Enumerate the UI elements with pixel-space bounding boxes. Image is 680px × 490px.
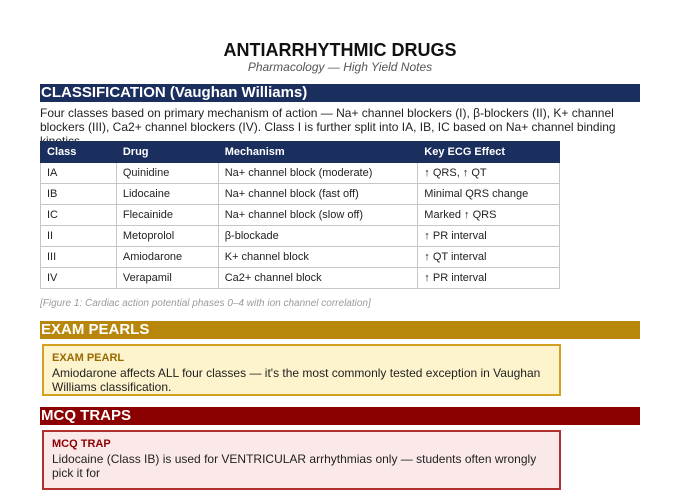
- cell-mechanism: Na+ channel block (moderate): [218, 163, 418, 184]
- cell-ecg-effect: ↑ PR interval: [418, 268, 560, 289]
- column-header-mechanism: Mechanism: [218, 142, 418, 163]
- cell-drug: Verapamil: [116, 268, 218, 289]
- cell-drug: Quinidine: [116, 163, 218, 184]
- cell-ecg-effect: Minimal QRS change: [418, 184, 560, 205]
- table-row: [41, 184, 560, 205]
- cell-mechanism: β-blockade: [218, 226, 418, 247]
- classification-heading: CLASSIFICATION (Vaughan Williams): [40, 84, 640, 102]
- cell-class: IV: [41, 268, 117, 289]
- table-row: [41, 268, 560, 289]
- table-row: [41, 226, 560, 247]
- table-row: [41, 247, 560, 268]
- table-row: [41, 205, 560, 226]
- exam-pearl-title: EXAM PEARL: [52, 352, 125, 364]
- cell-class: IB: [41, 184, 117, 205]
- cell-drug: Flecainide: [116, 205, 218, 226]
- column-header-drug: Drug: [116, 142, 218, 163]
- mcq-trap-text: Lidocaine (Class IB) is used for VENTRICULAR arrhythmias only — students often wrongly pick it for: [52, 452, 537, 480]
- cell-class: IC: [41, 205, 117, 226]
- document-title: ANTIARRHYTHMIC DRUGS: [223, 40, 457, 60]
- mcq-traps-heading: MCQ TRAPS: [40, 407, 640, 425]
- cell-drug: Lidocaine: [116, 184, 218, 205]
- cell-mechanism: Na+ channel block (fast off): [218, 184, 418, 205]
- cell-ecg-effect: ↑ PR interval: [418, 226, 560, 247]
- cell-ecg-effect: ↑ QT interval: [418, 247, 560, 268]
- document-subtitle: Pharmacology — High Yield Notes: [247, 60, 433, 74]
- cell-ecg-effect: ↑ QRS, ↑ QT: [418, 163, 560, 184]
- cell-ecg-effect: Marked ↑ QRS: [418, 205, 560, 226]
- cell-drug: Amiodarone: [116, 247, 218, 268]
- mcq-trap-callout: [42, 430, 561, 490]
- cell-class: III: [41, 247, 117, 268]
- cell-mechanism: Ca2+ channel block: [218, 268, 418, 289]
- table-header-row: [41, 142, 560, 163]
- column-header-class: Class: [41, 142, 117, 163]
- exam-pearl-callout: [42, 344, 561, 396]
- cell-class: II: [41, 226, 117, 247]
- classification-table: [40, 141, 560, 289]
- exam-pearl-text: Amiodarone affects ALL four classes — it's the most commonly tested exception in Vaughan Williams classification.: [52, 366, 541, 394]
- figure-caption: [Figure 1: Cardiac action potential phases 0–4 with ion channel correlation]: [40, 298, 371, 309]
- classification-intro: Four classes based on primary mechanism of action — Na+ channel blockers (I), β-blockers (II), K+ channel blockers (III), Ca2+ channel blockers (IV). Class I is further split into IA, IB, IC based on Na+ channel binding: [40, 106, 616, 134]
- mcq-trap-title: MCQ TRAP: [52, 438, 111, 450]
- exam-pearls-heading: EXAM PEARLS: [40, 321, 640, 339]
- cell-class: IA: [41, 163, 117, 184]
- cell-mechanism: Na+ channel block (slow off): [218, 205, 418, 226]
- table-row: [41, 163, 560, 184]
- cell-mechanism: K+ channel block: [218, 247, 418, 268]
- column-header-ecg-effect: Key ECG Effect: [418, 142, 560, 163]
- cell-drug: Metoprolol: [116, 226, 218, 247]
